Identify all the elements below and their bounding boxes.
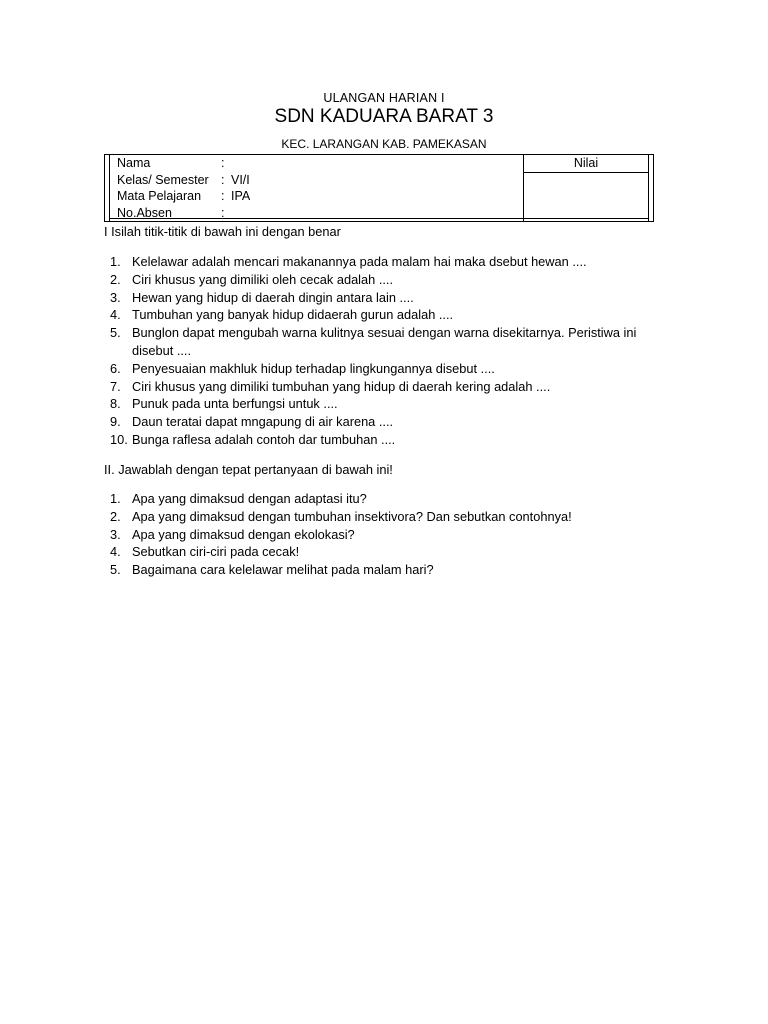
student-identity-box: [104, 154, 654, 222]
question-text: Bunga raflesa adalah contoh dar tumbuhan ....: [132, 431, 396, 447]
question-number: 3.: [110, 289, 121, 305]
question-text: Apa yang dimaksud dengan ekolokasi?: [132, 526, 355, 542]
question-number: 3.: [110, 526, 121, 542]
question-number: 4.: [110, 544, 121, 560]
exam-title: ULANGAN HARIAN I: [323, 91, 445, 105]
question-number: 4.: [110, 307, 121, 323]
question-item: [110, 508, 680, 526]
field-value: IPA: [231, 189, 251, 203]
question-text: Penyesuaian makhluk hidup terhadap lingkungannya disebut ....: [132, 360, 495, 376]
question-number: 8.: [110, 396, 121, 412]
question-text: Hewan yang hidup di daerah dingin antara lain ....: [132, 289, 414, 305]
field-label: Nama: [117, 156, 151, 170]
field-colon: :: [221, 189, 225, 203]
question-text: Kelelawar adalah mencari makanannya pada malam hai maka dsebut hewan ....: [132, 254, 587, 269]
question-number: 1.: [110, 254, 121, 269]
question-item: [110, 490, 680, 508]
field-colon: :: [221, 172, 225, 187]
question-item: [110, 395, 680, 413]
box-border-line: [109, 155, 110, 221]
question-item: [110, 289, 680, 307]
question-item: [110, 271, 680, 289]
question-text: Apa yang dimaksud dengan tumbuhan insektivora? Dan sebutkan contohnya!: [132, 508, 572, 524]
field-label: Kelas/ Semester: [117, 172, 209, 187]
question-item: [110, 526, 680, 544]
field-label: No.Absen: [117, 205, 172, 220]
field-colon: :: [221, 205, 225, 220]
section-1-questions: [110, 253, 680, 449]
question-number: 10.: [110, 431, 128, 447]
question-item: [110, 378, 680, 396]
question-item: [110, 253, 680, 271]
question-item: [110, 306, 680, 324]
field-label: Mata Pelajaran: [117, 189, 202, 203]
question-number: 2.: [110, 271, 121, 287]
field-colon: :: [221, 156, 225, 170]
question-item: [110, 561, 680, 579]
question-text: Bagaimana cara kelelawar melihat pada malam hari?: [132, 562, 434, 578]
question-number: 1.: [110, 491, 121, 506]
question-number: 5.: [110, 562, 121, 578]
question-item: [110, 543, 680, 561]
question-item: [110, 360, 680, 378]
question-text: Punuk pada unta berfungsi untuk ....: [132, 396, 338, 412]
school-location: KEC. LARANGAN KAB. PAMEKASAN: [281, 137, 487, 151]
section-2-questions: [110, 490, 680, 579]
question-number: 7.: [110, 378, 121, 394]
question-item: [110, 431, 680, 449]
section-1-title: I Isilah titik-titik di bawah ini dengan benar: [104, 224, 341, 239]
question-number: 9.: [110, 414, 121, 430]
question-item: [110, 324, 680, 360]
question-text: Ciri khusus yang dimiliki oleh cecak adalah ....: [132, 271, 394, 287]
question-number: 5.: [110, 325, 121, 341]
question-text: Sebutkan ciri-ciri pada cecak!: [132, 544, 300, 560]
score-label: Nilai: [573, 156, 599, 170]
question-item: [110, 413, 680, 431]
question-number: 6.: [110, 360, 121, 376]
school-name: SDN KADUARA BARAT 3: [274, 106, 494, 127]
question-text: Tumbuhan yang banyak hidup didaerah gurun adalah ....: [132, 307, 454, 323]
question-text: Ciri khusus yang dimiliki tumbuhan yang hidup di daerah kering adalah ....: [132, 378, 551, 394]
question-text: Bunglon dapat mengubah warna kulitnya sesuai dengan warna disekitarnya. Peristiwa ini disebut ....: [132, 325, 637, 358]
field-value: VI/I: [231, 172, 250, 187]
question-text: Daun teratai dapat mngapung di air karena ....: [132, 414, 394, 430]
question-text: Apa yang dimaksud dengan adaptasi itu?: [132, 491, 367, 506]
question-number: 2.: [110, 508, 121, 524]
box-border-line: [109, 218, 649, 219]
score-header-line: [523, 172, 649, 173]
section-2-title: II. Jawablah dengan tepat pertanyaan di bawah ini!: [104, 462, 393, 477]
